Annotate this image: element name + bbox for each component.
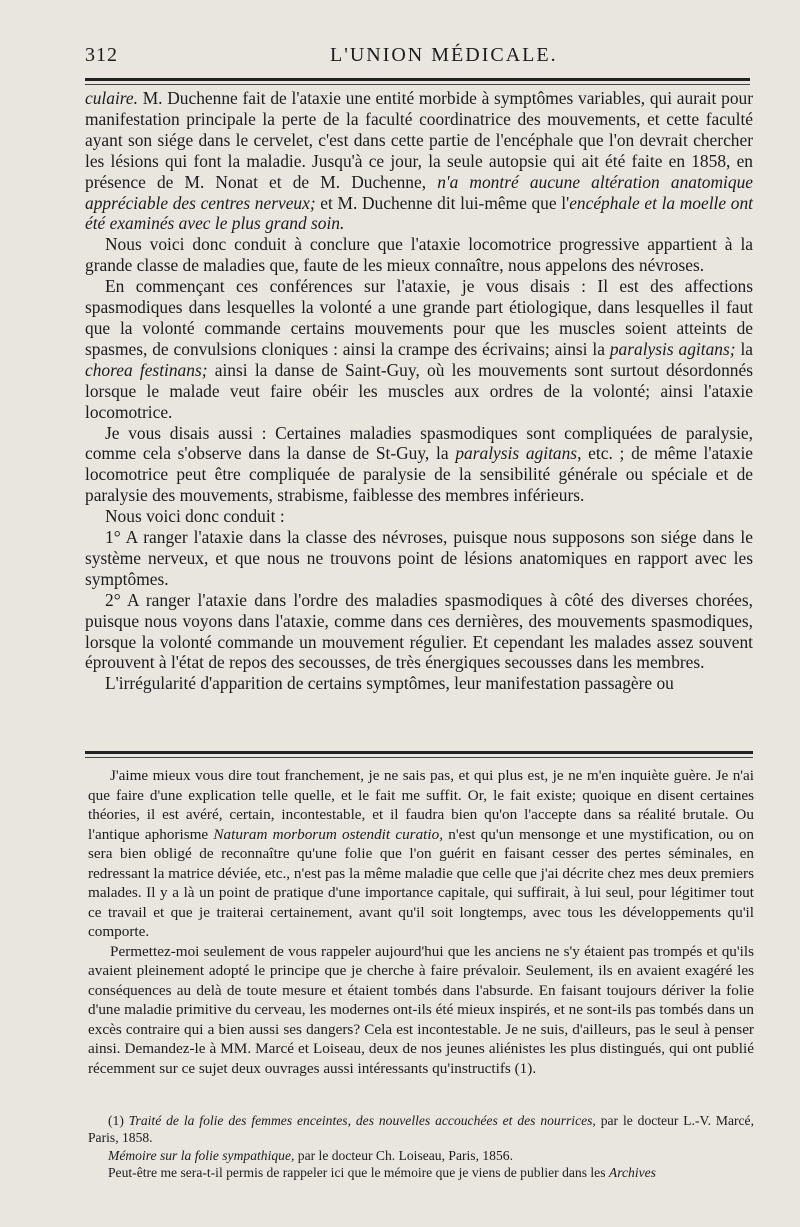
text-run: J'aime mieux vous dire tout franchement, je ne sais pas, et qui plus est, je ne m'en inquiète guère. Je n'ai que faire d'une explication telle quelle, et le fait me suffit. Or, le fait existe; quoique en disent certaines théories, il est avéré, certain, incontestable, et il faudra bien qu'on l'accepte dans sa réalité brutale. Ou l'antique aphorisme <box>88 767 754 843</box>
text-run: Je vous disais aussi : Certaines maladies spasmodiques sont compliquées de paralysie, comme cela s'observe dans la danse de St-Guy, la <box>85 422 753 464</box>
text-run: (1) <box>108 1113 129 1128</box>
text-run: paralysis agitans; <box>609 338 736 359</box>
paragraph-8: L'irrégularité d'apparition de certains symptômes, leur manifestation passagère ou <box>105 673 674 694</box>
footnotes <box>88 1112 754 1182</box>
paragraph-7: 2° A ranger l'ataxie dans l'ordre des maladies spasmodiques à côté des diverses chorées, puisque nous voyons dans l'ataxie, comme dans ces dernières, des mouvements spasmodiques, lorsque la volonté commande un mouvement régulier. Et cependant les malades assez souvent éprouvent à l'état de repos des secousses, de très énergiques secousses dans les membres. <box>85 589 753 673</box>
footnote-2 <box>88 1147 754 1164</box>
main-text <box>85 88 753 694</box>
journal-title: L'UNION MÉDICALE. <box>330 44 558 66</box>
text-run: Peut-être me sera-t-il permis de rappeler ici que le mémoire que je viens de publier dans les <box>108 1165 609 1181</box>
paragraph-6: 1° A ranger l'ataxie dans la classe des névroses, puisque nous supposons son siége dans le système nerveux, et que nous ne trouvons point de lésions anatomiques en rapport avec les symptômes. <box>85 527 753 589</box>
text-run: culaire. <box>85 88 138 108</box>
running-header <box>85 44 754 76</box>
text-run: chorea festinans; <box>85 359 208 380</box>
note-paragraph-1 <box>88 766 754 942</box>
text-run: la <box>735 338 753 359</box>
paragraph-2: Nous voici donc conduit à conclure que l'ataxie locomotrice progressive appartient à la grande classe de maladies que, faute de les mieux connaître, nous appelons des névroses. <box>85 234 753 276</box>
text-run: Naturam morborum ostendit curatio, <box>213 825 444 843</box>
section-rule <box>85 751 753 754</box>
text-run: par le docteur L.-V. Marcé, Paris, 1858. <box>88 1113 754 1146</box>
footnote-3 <box>88 1164 754 1181</box>
text-run: paralysis agitans, <box>455 443 582 464</box>
paragraph-3 <box>85 276 753 422</box>
paragraph-5: Nous voici donc conduit : <box>105 506 285 527</box>
feuilleton-text <box>88 766 754 1078</box>
text-run: encéphale et la moelle ont été examinés avec le plus grand soin. <box>85 192 753 234</box>
paragraph-4 <box>85 423 753 507</box>
header-rule <box>85 78 750 81</box>
text-run: En commençant ces conférences sur l'ataxie, je vous disais : Il est des affections spasmodiques dans lesquelles la volonté a une grande part étiologique, dans lesquelles il faut que la volonté commande certains mouvements pour que les muscles soient atteints de spasmes, de convulsions cloniques : ainsi la crampe des écrivains; ainsi la <box>85 276 753 359</box>
note-paragraph-2: Permettez-moi seulement de vous rappeler aujourd'hui que les anciens ne s'y étaient pas trompés et qu'ils avaient pleinement adopté le principe que je cherche à faire prévaloir. Seulement, ils en avaient exagéré les conséquences au delà de toute mesure et étaient tombés dans l'absurde. En faisant toujours dériver la folie d'une maladie primitive du cerveau, les modernes ont-ils été mieux inspirés, et ne sont-ils pas tombés dans un excès contraire qui a bien aussi ses dangers? Cela est incontestable. Je ne suis, d'ailleurs, pas le seul à penser ainsi. Demandez-le à MM. Marcé et Loiseau, deux de nos jeunes aliénistes les plus distingués, qui ont publié récemment sur ce sujet deux ouvrages aussi intéressants qu'instructifs (1). <box>88 942 754 1077</box>
paragraph-1 <box>85 88 753 234</box>
text-run: n'a montré aucune altération anatomique appréciable des centres nerveux; <box>85 171 753 213</box>
text-run: par le docteur Ch. Loiseau, Paris, 1856. <box>294 1147 513 1163</box>
page-number: 312 <box>85 44 118 66</box>
text-run: Traité de la folie des femmes enceintes, des nouvelles accouchées et des nourrices, <box>128 1113 596 1128</box>
text-run: M. Duchenne fait de l'ataxie une entité morbide à symptômes variables, qui aurait pour manifestation principale la perte de la faculté coordinatrice des mouvements, et cette faculté ayant son siége dans le cervelet, c'est dans cette partie de l'encéphale que l'on devrait chercher les lésions qui font la maladie. Jusqu'à ce jour, la seule autopsie qui ait été faite en 1858, en présence de M. Nonat et de M. Duchenne, <box>85 88 753 192</box>
text-run: n'est qu'un mensonge et une mystification, ou on sera bien obligé de reconnaître qu'une folie que l'on guérit en faisant cesser des pertes séminales, en redressant la matrice déviée, etc., n'est pas la même maladie que celle que j'ai décrite chez mes deux premiers malades. Il y a là un point de pratique d'une importance capitale, qui suffirait, à lui seul, pour légitimer tout ce travail et que je traiterai certainement, avant qu'il soit longtemps, avec tous les développements qu'il comporte. <box>88 825 754 940</box>
text-run: etc. ; de même l'ataxie locomotrice peut être compliquée de paralysie de la sensibilité générale ou spéciale et de paralysie des mouvements, strabisme, faiblesse des membres inférieurs. <box>85 443 753 506</box>
text-run: ainsi la danse de Saint-Guy, où les mouvements sont surtout désordonnés lorsque le malade veut faire obéir les muscles aux ordres de la volonté; ainsi l'ataxie locomotrice. <box>85 359 753 422</box>
text-run: Archives <box>608 1165 656 1181</box>
header-rule-thin <box>85 84 750 85</box>
footnote-1 <box>88 1112 754 1147</box>
text-run: Mémoire sur la folie sympathique, <box>108 1147 295 1163</box>
text-run: et M. Duchenne dit lui-même que l' <box>315 192 570 213</box>
section-rule-thin <box>85 757 753 758</box>
